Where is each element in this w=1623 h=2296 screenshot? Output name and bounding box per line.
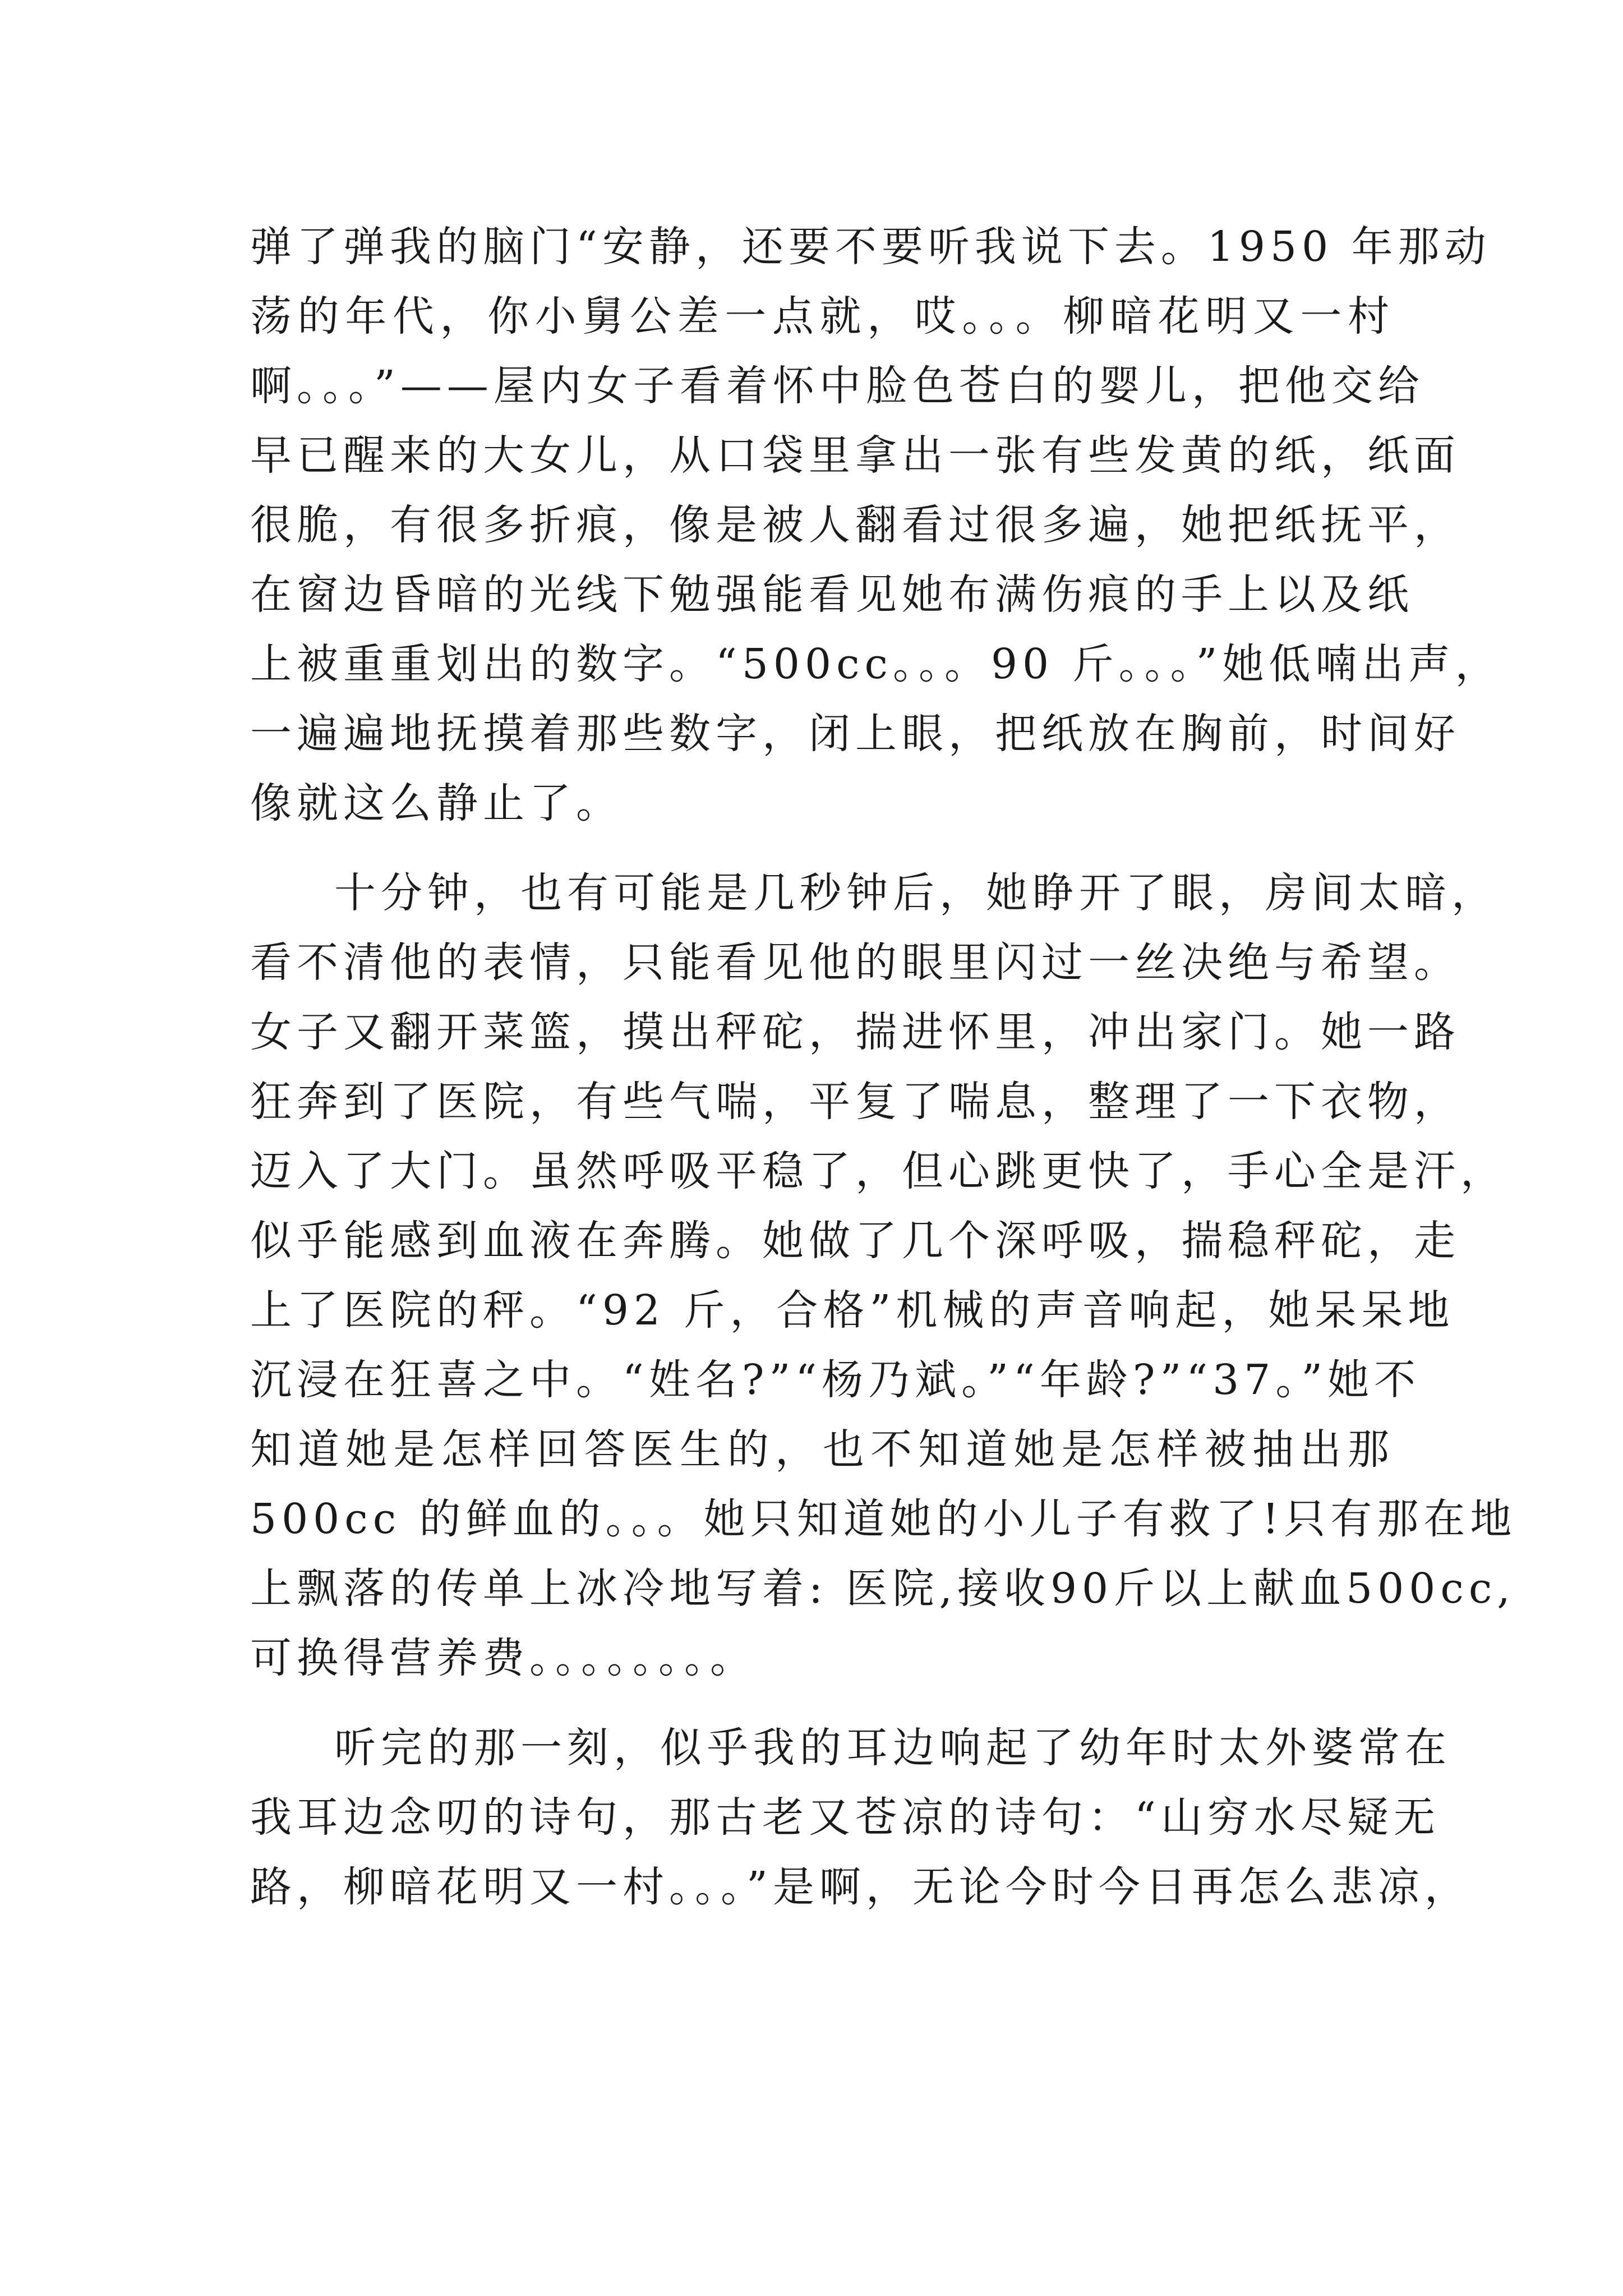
text-line: 路，柳暗花明又一村。。。”是啊，无论今时今日再怎么悲凉， — [250, 1863, 1471, 1911]
text-line: 听完的那一刻，似乎我的耳边响起了幼年时太外婆常在 — [334, 1724, 1451, 1772]
text-line: 上飘落的传单上冰冷地写着: 医院,接收90斤以上献血500cc, — [250, 1565, 1515, 1613]
paragraph-spacer — [250, 838, 1394, 858]
text-line: 一遍遍地抚摸着那些数字，闭上眼，把纸放在胸前，时间好 — [250, 710, 1460, 758]
text-line: 很脆，有很多折痕，像是被人翻看过很多遍，她把纸抚平， — [250, 501, 1460, 549]
paragraph-spacer — [250, 1693, 1394, 1713]
text-line: 狂奔到了医院，有些气喘，平复了喘息，整理了一下衣物， — [250, 1078, 1460, 1126]
text-line: 我耳边念叨的诗句，那古老又苍凉的诗句：“山穷水尽疑无 — [250, 1793, 1440, 1842]
text-line: 女子又翻开菜篮，摸出秤砣，揣进怀里，冲出家门。她一路 — [250, 1008, 1460, 1056]
text-line: 像就这么静止了。 — [250, 779, 623, 827]
text-line: 荡的年代，你小舅公差一点就，哎。。。柳暗花明又一村 — [250, 292, 1394, 341]
text-line: 在窗边昏暗的光线下勉强能看见她布满伤痕的手上以及纸 — [250, 570, 1414, 619]
text-line: 沉浸在狂喜之中。“姓名?”“杨乃斌。”“年龄?”“37。”她不 — [250, 1356, 1421, 1404]
text-line: 弹了弹我的脑门“安静，还要不要听我说下去。1950 年那动 — [250, 223, 1491, 271]
text-line: 可换得营养费。。。。。。。。 — [250, 1634, 757, 1682]
paragraph-2 — [250, 858, 1517, 1693]
text-line: 500cc 的鲜血的。。。她只知道她的小儿子有救了!只有那在地 — [250, 1495, 1517, 1543]
paragraph-3 — [250, 1713, 1471, 1922]
text-line: 早已醒来的大女儿，从口袋里拿出一张有些发黄的纸，纸面 — [250, 431, 1460, 480]
text-line: 十分钟，也有可能是几秒钟后，她睁开了眼，房间太暗， — [334, 869, 1498, 917]
text-line: 上了医院的秤。“92 斤，合格”机械的声音响起，她呆呆地 — [250, 1286, 1455, 1335]
text-line: 啊。。。”——屋内女子看着怀中脸色苍白的婴儿，把他交给 — [250, 362, 1424, 410]
paragraph-1 — [250, 212, 1502, 838]
text-line: 上被重重划出的数字。“500cc。。。90 斤。。。”她低喃出声， — [250, 640, 1502, 688]
text-line: 知道她是怎样回答医生的，也不知道她是怎样被抽出那 — [250, 1425, 1394, 1474]
text-line: 似乎能感到血液在奔腾。她做了几个深呼吸，揣稳秤砣，走 — [250, 1217, 1460, 1265]
document-body — [250, 212, 1517, 1922]
text-line: 看不清他的表情，只能看见他的眼里闪过一丝决绝与希望。 — [250, 938, 1460, 987]
text-line: 迈入了大门。虽然呼吸平稳了，但心跳更快了，手心全是汗， — [250, 1147, 1507, 1195]
